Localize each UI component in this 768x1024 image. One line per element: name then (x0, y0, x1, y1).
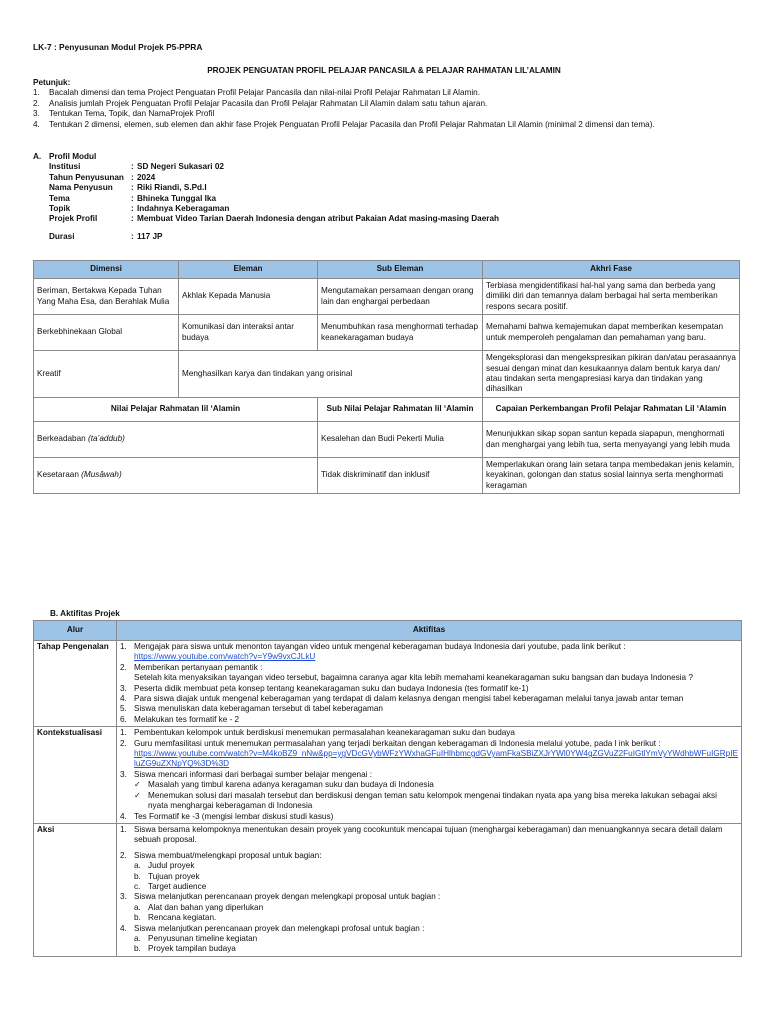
activity-number: 1. (120, 728, 127, 738)
sub-list-item (134, 903, 738, 913)
section-a-title: Profil Modul (49, 152, 97, 161)
sub-list-letter: b. (134, 944, 141, 954)
instruction-text: Tentukan Tema, Topik, dan NamaProjek Profil (49, 109, 215, 119)
nilai-arabic-term: (Musâwah) (81, 470, 122, 480)
meta-key: Institusi (49, 162, 81, 172)
meta-key: Projek Profil (49, 214, 98, 224)
activity-row (34, 823, 742, 956)
activity-text: Tes Formatif ke -3 (mengisi lembar diskusi studi kasus) (134, 811, 334, 821)
sub-list-text: Alat dan bahan yang diperlukan (148, 902, 264, 912)
profile-meta-row (33, 173, 743, 183)
checklist-item (134, 780, 738, 790)
activity-item (120, 694, 738, 704)
activity-content (134, 694, 738, 704)
activity-cell (117, 641, 742, 727)
section-a-heading (33, 152, 743, 162)
cell-capaian: Menunjukkan sikap sopan santun kepada siapapun, menghormati dan menghargai yang lebih tua, serta menyayangi yang lebih muda (483, 422, 740, 458)
instruction-item (33, 99, 743, 109)
nilai-name: Berkeadaban (37, 434, 86, 444)
check-icon: ✓ (134, 780, 141, 790)
dimension-table (33, 260, 740, 494)
instruction-number: 4. (33, 119, 40, 129)
activity-item (120, 770, 738, 812)
nilai-arabic-term: (ta’addub) (88, 434, 125, 444)
activity-item (120, 739, 738, 770)
cell-sub-nilai: Tidak diskriminatif dan inklusif (318, 458, 483, 494)
activity-number: 1. (120, 642, 127, 651)
col-header-sub-eleman: Sub Eleman (318, 261, 483, 279)
meta-colon: : (131, 204, 134, 214)
activity-number: 3. (120, 683, 127, 693)
check-icon: ✓ (134, 790, 141, 800)
cell-sub-eleman: Mengutamakan persamaan dengan orang lain dan enghargai perbedaan (318, 279, 483, 315)
sub-list-item (134, 913, 738, 923)
profile-meta-durasi (33, 232, 743, 242)
activity-text: Para siswa diajak untuk mengenal keberagaman yang terdapat di dalam kelasnya dengan mengisi tabel keberagaman melalui tanya jawab antar teman (134, 694, 684, 704)
sub-list-item (134, 861, 738, 871)
worksheet-code: LK-7 : Penyusunan Modul Projek P5-PPRA (33, 42, 203, 52)
cell-dimensi: Beriman, Bertakwa Kepada Tuhan Yang Maha Esa, dan Berahlak Mulia (34, 279, 179, 315)
cell-dimensi: Berkebhinekaan Global (34, 315, 179, 351)
cell-sub-nilai: Kesalehan dan Budi Pekerti Mulia (318, 422, 483, 458)
activity-table-body (34, 641, 742, 957)
activity-list (120, 825, 738, 955)
activity-list (120, 728, 738, 822)
instruction-number: 3. (33, 109, 40, 119)
instruction-item (33, 120, 743, 130)
meta-value: 117 JP (137, 231, 163, 241)
activity-number: 4. (120, 694, 127, 704)
alur-cell: Aksi (34, 823, 117, 956)
sub-list-text: Penyusunan timeline kegiatan (148, 933, 258, 943)
instruction-item (33, 109, 743, 119)
activity-item (120, 825, 738, 846)
activity-content (134, 739, 738, 770)
checklist-item (134, 791, 738, 812)
activity-extra-text: Setelah kita menyaksikan tayangan video tersebut, bagaimna caranya agar kita lebih memahami keanekaragaman suku bangsan dan budaya Indonesia ? (134, 673, 693, 683)
table-row (34, 422, 740, 458)
activity-content (134, 825, 738, 846)
sub-list-item (134, 944, 738, 954)
meta-colon: : (131, 231, 134, 241)
activity-text: Siswa melanjutkan perencanaan proyek dan melengkapi profosal untuk bagian : (134, 923, 425, 933)
sub-list-text: Proyek tampilan budaya (148, 944, 236, 954)
activity-content (134, 728, 738, 738)
profile-meta-row (33, 162, 743, 172)
col-header-sub-nilai: Sub Nilai Pelajar Rahmatan lil ‘Alamin (318, 398, 483, 422)
instruction-text: Tentukan 2 dimensi, elemen, sub elemen dan akhir fase Projek Penguatan Profil Pelajar Pacasila dan Profil Pelajar Rahmatan Lil Alamin (minimal 2 dimensi dan tema). (49, 119, 655, 129)
activity-number: 3. (120, 769, 127, 779)
activity-content (134, 704, 738, 714)
instruction-text: Analisis jumlah Projek Penguatan Profil Pelajar Pacasila dan Profil Pelajar Rahmatan Lil Alamin dalam satu tahun ajaran. (49, 98, 488, 108)
cell-sub-eleman: Menumbuhkan rasa menghormati terhadap keanekaragaman budaya (318, 315, 483, 351)
instruction-item (33, 88, 743, 98)
activity-content (134, 642, 738, 663)
youtube-link[interactable]: https://www.youtube.com/watch?v=Y9w9vxCJLkU (134, 652, 316, 662)
activity-row (34, 727, 742, 824)
activity-list (120, 642, 738, 725)
activity-content (134, 715, 738, 725)
activity-number: 2. (120, 850, 127, 860)
meta-key: Tahun Penyusunan (49, 172, 124, 182)
sub-list-letter: a. (134, 861, 141, 871)
rahmatan-subheader (34, 398, 740, 422)
cell-nilai (34, 458, 318, 494)
cell-eleman: Akhlak Kepada Manusia (179, 279, 318, 315)
cell-eleman: Menghasilkan karya dan tindakan yang orisinal (179, 351, 483, 398)
sub-list-text: Judul proyek (148, 861, 195, 871)
activity-content (134, 770, 738, 812)
cell-eleman: Komunikasi dan interaksi antar budaya (179, 315, 318, 351)
activity-text: Siswa menuliskan data keberagaman tersebut di tabel keberagaman (134, 704, 383, 714)
activity-text: Siswa bersama kelompoknya menentukan desain proyek yang cocokuntuk mencapai tujuan (menghargai keberagaman) dan menuangkannya secara detail dalam sebuah proposal. (134, 824, 723, 845)
meta-colon: : (131, 162, 134, 172)
checklist-text: Menemukan solusi dari masalah tersebut dan berdiskusi dengan teman satu kelompok mengenai tindakan nyata apa yang bisa mereka lakukan sebagai aksi nyata menghargai keberagaman di Indonesia (148, 790, 717, 811)
activity-content (134, 812, 738, 822)
activity-number: 2. (120, 662, 127, 672)
activity-content (134, 684, 738, 694)
col-header-dimensi: Dimensi (34, 261, 179, 279)
meta-value: 2024 (137, 172, 156, 182)
profile-meta-row (33, 204, 743, 214)
activity-text: Siswa membuat/melengkapi proposal untuk bagian: (134, 850, 322, 860)
col-header-akhir-fase: Akhri Fase (483, 261, 740, 279)
meta-key: Nama Penyusun (49, 183, 113, 193)
sub-list-text: Tujuan proyek (148, 871, 200, 881)
profile-meta-row (33, 194, 743, 204)
instruction-text: Bacalah dimensi dan tema Project Penguatan Profil Pelajar Pancasila dan nilai-nilai Profil Pelajar Rahmatan Lil Alamin. (49, 88, 480, 98)
meta-colon: : (131, 193, 134, 203)
sub-list-item (134, 882, 738, 892)
meta-value: Riki Riandi, S.Pd.I (137, 183, 207, 193)
activity-item (120, 728, 738, 738)
alur-cell: Kontekstualisasi (34, 727, 117, 824)
section-a-number: A. (33, 152, 42, 161)
activity-item (120, 892, 738, 923)
section-b-title: B. Aktifitas Projek (50, 609, 120, 618)
activity-item (120, 704, 738, 714)
cell-akhir-fase: Memahami bahwa kemajemukan dapat memberikan kesempatan untuk memperoleh pengalaman dan pemahaman yang baru. (483, 315, 740, 351)
alur-cell: Tahap Pengenalan (34, 641, 117, 727)
activity-text: Melakukan tes formatif ke - 2 (134, 714, 240, 724)
instructions-list (33, 88, 743, 130)
activity-item (120, 663, 738, 684)
sub-list-letter: a. (134, 933, 141, 943)
meta-value: Indahnya Keberagaman (137, 204, 230, 214)
table-row (34, 279, 740, 315)
sub-list-letter: b. (134, 871, 141, 881)
activity-number: 6. (120, 714, 127, 724)
activity-item (120, 924, 738, 955)
profile-meta-row (33, 183, 743, 193)
cell-akhir-fase: Mengeksplorasi dan mengekspresikan pikiran dan/atau perasaannya sesuai dengan minat dan kesukaannya dalam bentuk karya dan/ atau tindakan serta mengapresiasi karya dan tindakan yang dihasilkan (483, 351, 740, 398)
section-a-profil-modul (33, 152, 743, 242)
sub-list-letter: a. (134, 902, 141, 912)
col-header-alur: Alur (34, 621, 117, 641)
sub-list-letter: c. (134, 881, 141, 891)
instruction-number: 2. (33, 98, 40, 108)
activity-cell (117, 823, 742, 956)
col-header-nilai: Nilai Pelajar Rahmatan lil ‘Alamin (34, 398, 318, 422)
instructions-label: Petunjuk: (33, 78, 71, 87)
activity-table-header (34, 621, 742, 641)
meta-value: Bhineka Tunggal Ika (137, 193, 217, 203)
table-row (34, 458, 740, 494)
dimension-table-header (34, 261, 740, 279)
col-header-aktifitas: Aktifitas (117, 621, 742, 641)
activity-number: 2. (120, 738, 127, 748)
activity-row (34, 641, 742, 727)
cell-dimensi: Kreatif (34, 351, 179, 398)
nilai-name: Kesetaraan (37, 470, 79, 480)
meta-key: Topik (49, 204, 71, 214)
youtube-link[interactable]: https://www.youtube.com/watch?v=M4koBZ9_nNw&pp=ygVDcGVybWFzYWxhaGFuIHlhbmcgdGVyamFkaSBiZXJrYWl0YW4gZGVuZ2FuIGtlYmVyYWdhbWFuIGRpIEluZG9uZXNpYQ%3D%3D (134, 749, 738, 769)
sub-list-text: Rencana kegiatan. (148, 913, 217, 923)
meta-colon: : (131, 172, 134, 182)
document-title: PROJEK PENGUATAN PROFIL PELAJAR PANCASILA & PELAJAR RAHMATAN LIL’ALAMIN (207, 66, 561, 75)
activity-number: 4. (120, 811, 127, 821)
meta-value: SD Negeri Sukasari 02 (137, 162, 224, 172)
cell-akhir-fase: Terbiasa mengidentifikasi hal-hal yang sama dan berbeda yang dimiliki diri dan temannya dalam berbagai hal serta memberikan respons secara positif. (483, 279, 740, 315)
sub-list-letter: b. (134, 913, 141, 923)
sub-list-item (134, 934, 738, 944)
activity-content (134, 892, 738, 923)
meta-key: Durasi (49, 231, 75, 241)
meta-value: Membuat Video Tarian Daerah Indonesia dengan atribut Pakaian Adat masing-masing Daerah (137, 214, 500, 224)
col-header-capaian: Capaian Perkembangan Profil Pelajar Rahmatan Lil ‘Alamin (483, 398, 740, 422)
activity-content (134, 924, 738, 955)
activity-item (120, 812, 738, 822)
checklist-text: Masalah yang timbul karena adanya keragaman suku dan budaya di Indonesia (148, 780, 434, 790)
profile-meta-list (33, 162, 743, 224)
activity-table (33, 620, 742, 957)
activity-item (120, 642, 738, 663)
col-header-eleman: Eleman (179, 261, 318, 279)
activity-text: Mengajak para siswa untuk menonton tayangan video untuk mengenal keberagaman budaya Indonesia dari youtube, pada link berikut : (134, 642, 626, 651)
profile-meta-row (33, 214, 743, 224)
activity-cell (117, 727, 742, 824)
meta-colon: : (131, 214, 134, 224)
activity-text: Guru memfasilitasi untuk menemukan permasalahan yang terjadi berkaitan dengan keberagaman di Indonesia melalui yotube, pada l ink berikut : (134, 738, 661, 748)
instructions (33, 78, 743, 130)
activity-text: Pembentukan kelompok untuk berdiskusi menemukan permasalahan keanekaragaman suku dan budaya (134, 728, 515, 738)
cell-nilai (34, 422, 318, 458)
activity-number: 5. (120, 704, 127, 714)
table-row (34, 351, 740, 398)
cell-capaian: Memperlakukan orang lain setara tanpa membedakan jenis kelamin, keyakinan, golongan dan status sosial lainnya serta menghormati keragaman (483, 458, 740, 494)
activity-text: Siswa mencari informasi dari berbagai sumber belajar mengenai : (134, 769, 373, 779)
activity-item (120, 715, 738, 725)
activity-item (120, 684, 738, 694)
activity-content (134, 663, 738, 684)
activity-text: Peserta didik membuat peta konsep tentang keanekaragaman suku dan budaya Indonesia (tes formatif ke-1) (134, 683, 529, 693)
instruction-number: 1. (33, 88, 40, 98)
sub-list-item (134, 872, 738, 882)
table-row (34, 315, 740, 351)
activity-item (120, 851, 738, 893)
meta-key: Tema (49, 193, 70, 203)
activity-number: 4. (120, 923, 127, 933)
meta-colon: : (131, 183, 134, 193)
activity-content (134, 851, 738, 893)
sub-list-text: Target audience (148, 881, 207, 891)
activity-number: 3. (120, 892, 127, 902)
activity-number: 1. (120, 824, 127, 834)
activity-text: Siswa melanjutkan perencanaan proyek dengan melengkapi proposal untuk bagian : (134, 892, 441, 902)
activity-text: Memberikan pertanyaan pemantik : (134, 662, 263, 672)
